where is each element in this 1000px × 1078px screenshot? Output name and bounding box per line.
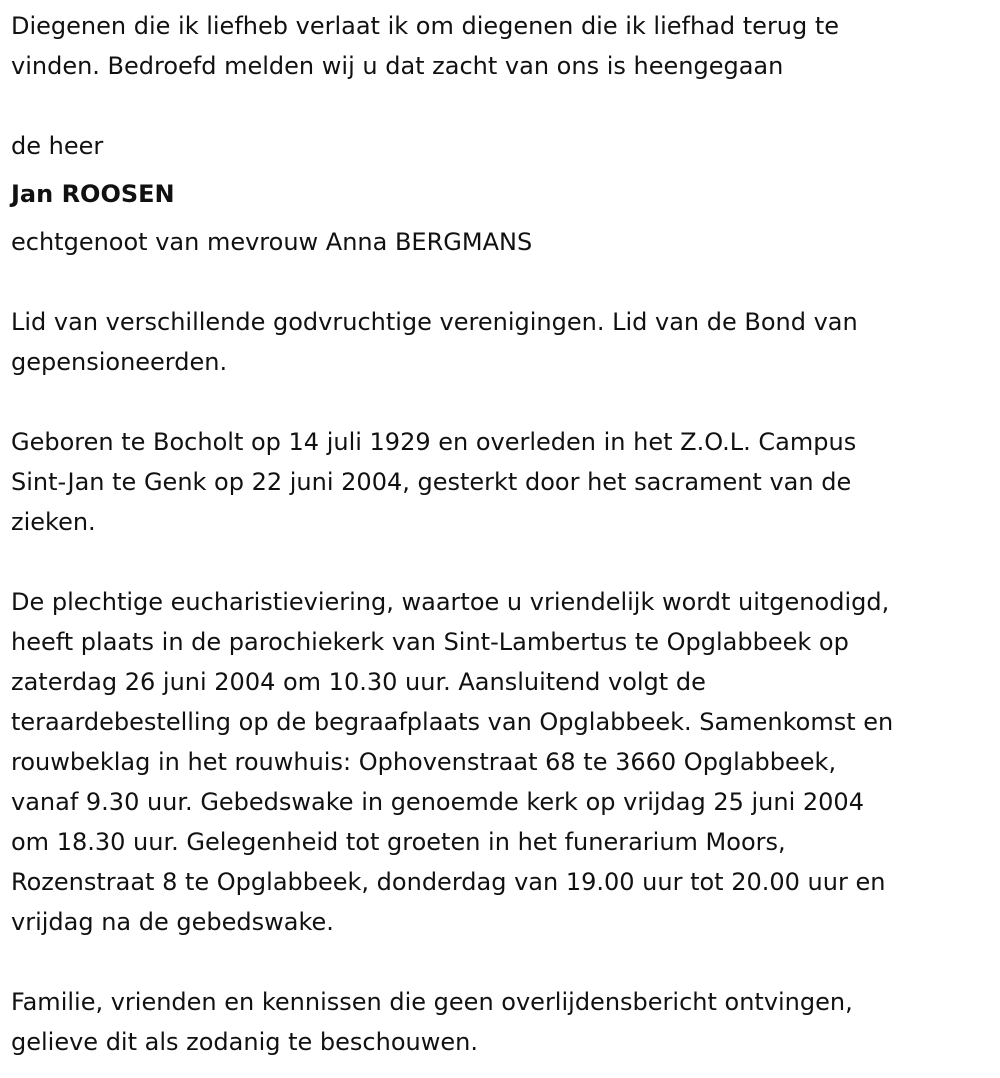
spouse-line: echtgenoot van mevrouw Anna BERGMANS xyxy=(11,228,533,256)
spacer xyxy=(11,86,993,126)
membership-line: Lid van verschillende godvruchtige verenigingen. Lid van de Bond van xyxy=(11,308,858,336)
deceased-name: Jan ROOSEN xyxy=(11,180,175,208)
obituary-notice xyxy=(11,6,993,1062)
closing-line: gelieve dit als zodanig te beschouwen. xyxy=(11,1028,478,1056)
closing-line: Familie, vrienden en kennissen die geen overlijdensbericht ontvingen, xyxy=(11,988,853,1016)
ceremony-line: teraardebestelling op de begraafplaats van Opglabbeek. Samenkomst en xyxy=(11,708,894,736)
birth-death-line: zieken. xyxy=(11,508,96,536)
closing-paragraph xyxy=(11,982,993,1062)
birth-death-line: Sint-Jan te Genk op 22 juni 2004, gesterkt door het sacrament van de xyxy=(11,468,852,496)
spacer xyxy=(11,382,993,422)
spacer xyxy=(11,262,993,302)
membership-paragraph xyxy=(11,302,993,382)
ceremony-line: heeft plaats in de parochiekerk van Sint-Lambertus te Opglabbeek op xyxy=(11,628,849,656)
ceremony-line: rouwbeklag in het rouwhuis: Ophovenstraat 68 te 3660 Opglabbeek, xyxy=(11,748,837,776)
intro-paragraph xyxy=(11,6,993,86)
ceremony-line: zaterdag 26 juni 2004 om 10.30 uur. Aansluitend volgt de xyxy=(11,668,706,696)
birth-death-line: Geboren te Bocholt op 14 juli 1929 en overleden in het Z.O.L. Campus xyxy=(11,428,857,456)
birth-death-paragraph xyxy=(11,422,993,542)
honorific: de heer xyxy=(11,132,104,160)
intro-line: vinden. Bedroefd melden wij u dat zacht van ons is heengegaan xyxy=(11,52,784,80)
spacer xyxy=(11,542,993,582)
ceremony-line: vrijdag na de gebedswake. xyxy=(11,908,334,936)
ceremony-paragraph xyxy=(11,582,993,942)
ceremony-line: vanaf 9.30 uur. Gebedswake in genoemde kerk op vrijdag 25 juni 2004 xyxy=(11,788,864,816)
ceremony-line: Rozenstraat 8 te Opglabbeek, donderdag van 19.00 uur tot 20.00 uur en xyxy=(11,868,886,896)
spacer xyxy=(11,942,993,982)
membership-line: gepensioneerden. xyxy=(11,348,228,376)
deceased-block xyxy=(11,126,993,262)
ceremony-line: De plechtige eucharistieviering, waartoe u vriendelijk wordt uitgenodigd, xyxy=(11,588,890,616)
intro-line: Diegenen die ik liefheb verlaat ik om diegenen die ik liefhad terug te xyxy=(11,12,840,40)
ceremony-line: om 18.30 uur. Gelegenheid tot groeten in het funerarium Moors, xyxy=(11,828,786,856)
